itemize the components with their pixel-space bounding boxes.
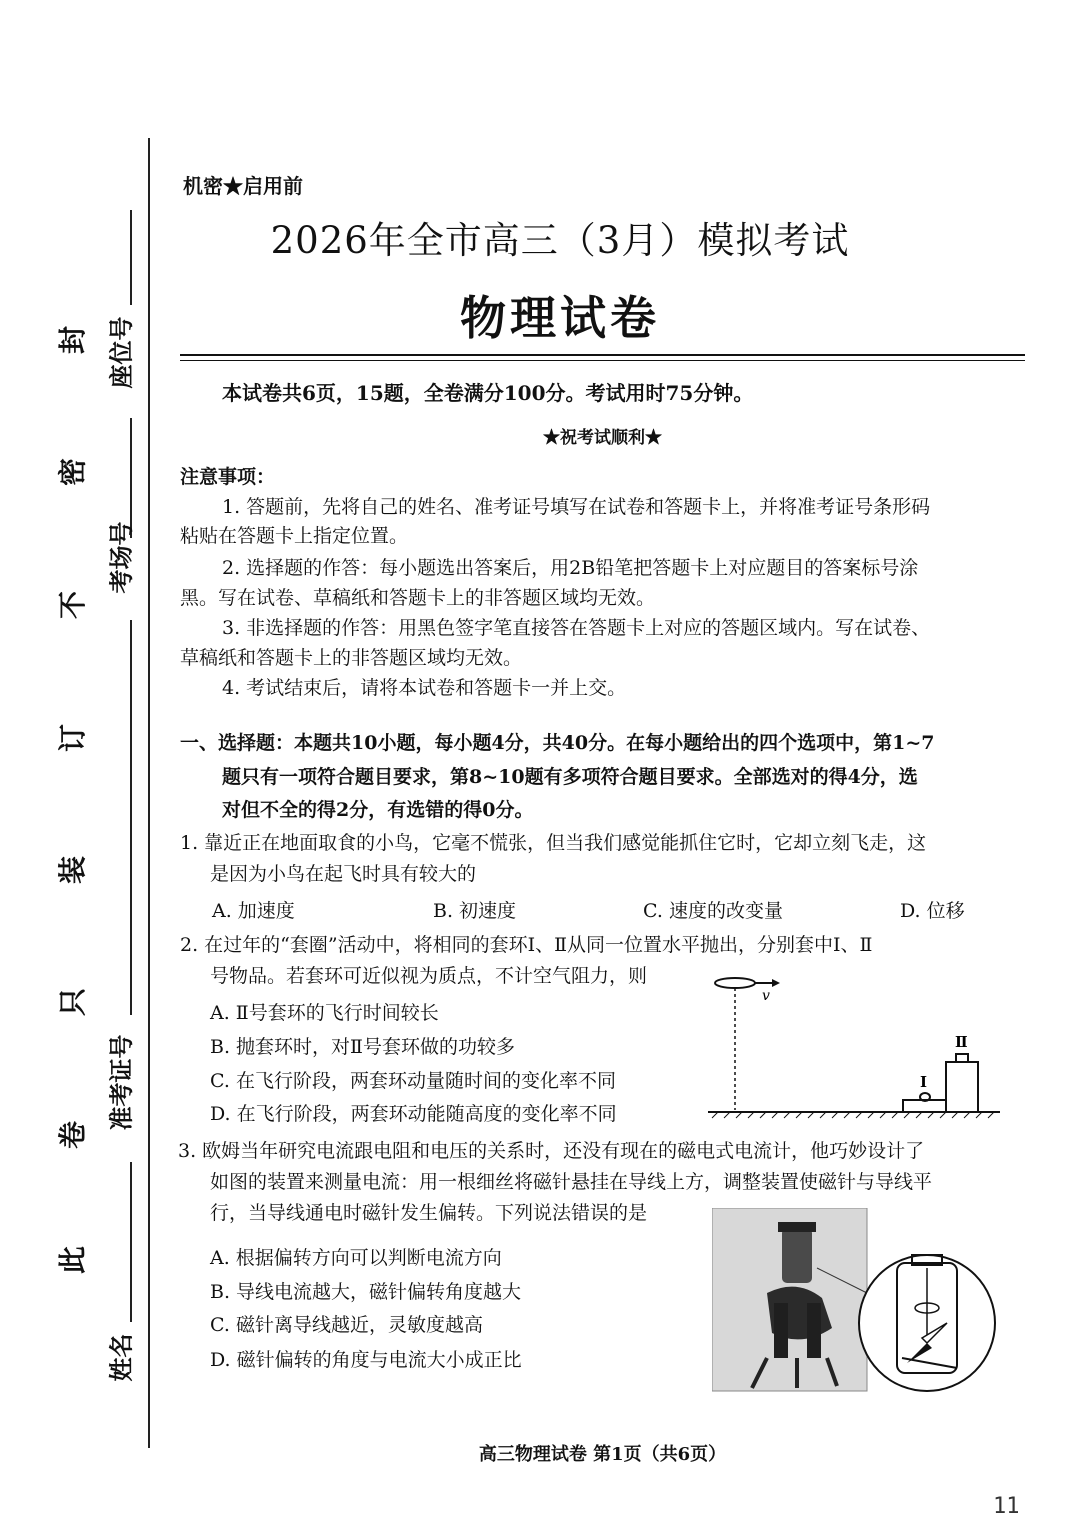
admission-no-line	[130, 620, 132, 1015]
question-1: 1. 靠近正在地面取食的小鸟，它毫不慌张，但当我们感觉能抓住它时，它却立刻飞走，这	[180, 832, 927, 854]
velocity-label: v	[762, 988, 770, 1004]
question-3-cont: 如图的装置来测量电流：用一根细丝将磁针悬挂在导线上方，调整装置使磁针与导线平	[210, 1171, 933, 1193]
q3-ohm-apparatus-figure	[712, 1208, 1012, 1393]
q3-option-c: C. 磁针离导线越近，灵敏度越高	[210, 1314, 483, 1336]
scan-page-number: 11	[993, 1494, 1020, 1519]
seal-char: 卷	[56, 1121, 89, 1150]
item-II-label: Ⅱ	[955, 1033, 968, 1051]
seat-no-line	[130, 210, 132, 305]
name-line	[130, 1162, 132, 1322]
seat-no-label: 座位号	[106, 316, 136, 389]
notice-item: 草稿纸和答题卡上的非答题区域均无效。	[180, 647, 523, 669]
item-I-label: Ⅰ	[920, 1073, 928, 1091]
notice-item: 黑。写在试卷、草稿纸和答题卡上的非答题区域均无效。	[180, 587, 656, 609]
q2-option-c: C. 在飞行阶段，两套环动量随时间的变化率不同	[210, 1070, 616, 1092]
binding-margin-line	[148, 138, 150, 1448]
q2-ring-toss-figure	[700, 970, 1020, 1130]
notice-heading: 注意事项：	[180, 466, 276, 488]
question-3-cont: 行，当导线通电时磁针发生偏转。下列说法错误的是	[210, 1202, 648, 1224]
q1-option-a: A. 加速度	[212, 900, 295, 922]
question-2-cont: 号物品。若套环可近似视为质点，不计空气阻力，则	[210, 965, 648, 987]
q3-option-b: B. 导线电流越大，磁针偏转角度越大	[210, 1281, 522, 1303]
header-rule-thin	[180, 360, 1025, 361]
q3-option-a: A. 根据偏转方向可以判断电流方向	[210, 1247, 502, 1269]
exam-title: 2026年全市高三（3月）模拟考试	[270, 219, 850, 262]
q2-option-b: B. 抛套环时，对Ⅱ号套环做的功较多	[210, 1036, 515, 1058]
seal-char: 不	[56, 591, 89, 620]
confidential-label: 机密★启用前	[183, 174, 303, 198]
name-label: 姓名	[106, 1333, 136, 1382]
notice-item: 4. 考试结束后，请将本试卷和答题卡一并上交。	[222, 677, 627, 699]
seal-char: 封	[56, 326, 89, 355]
seal-char: 装	[56, 856, 89, 885]
q1-option-b: B. 初速度	[433, 900, 517, 922]
section-heading-cont: 对但不全的得2分，有选错的得0分。	[222, 799, 534, 821]
seal-char: 此	[56, 1246, 89, 1275]
seal-char: 订	[56, 724, 89, 753]
section-heading-cont: 题只有一项符合题目要求，第8~10题有多项符合题目要求。全部选对的得4分，选	[222, 766, 918, 788]
good-luck-banner: ★祝考试顺利★	[543, 428, 662, 448]
q1-option-d: D. 位移	[900, 900, 965, 922]
section-heading: 一、选择题：本题共10小题，每小题4分，共40分。在每小题给出的四个选项中，第1~7	[180, 732, 935, 754]
page-footer: 高三物理试卷 第1页（共6页）	[478, 1444, 727, 1465]
question-2: 2. 在过年的“套圈”活动中，将相同的套环Ⅰ、Ⅱ从同一位置水平抛出，分别套中Ⅰ、Ⅱ	[180, 934, 873, 956]
notice-item: 2. 选择题的作答：每小题选出答案后，用2B铅笔把答题卡上对应题目的答案标号涂	[222, 557, 919, 579]
notice-item: 1. 答题前，先将自己的姓名、准考证号填写在试卷和答题卡上，并将准考证号条形码	[222, 496, 931, 518]
question-3: 3. 欧姆当年研究电流跟电阻和电压的关系时，还没有现在的磁电式电流计，他巧妙设计了	[178, 1140, 925, 1162]
question-1-cont: 是因为小鸟在起飞时具有较大的	[210, 863, 477, 885]
notice-item: 3. 非选择题的作答：用黑色签字笔直接答在答题卡上对应的答题区域内。写在试卷、	[222, 617, 931, 639]
seal-char: 密	[56, 458, 89, 487]
room-no-label: 考场号	[106, 521, 136, 594]
q1-option-c: C. 速度的改变量	[643, 900, 783, 922]
q2-option-a: A. Ⅱ号套环的飞行时间较长	[210, 1002, 439, 1024]
q3-option-d: D. 磁针偏转的角度与电流大小成正比	[210, 1349, 522, 1371]
subject-title: 物理试卷	[460, 291, 660, 345]
header-rule	[180, 354, 1025, 356]
q2-option-d: D. 在飞行阶段，两套环动能随高度的变化率不同	[210, 1103, 617, 1125]
admission-no-label: 准考证号	[106, 1034, 136, 1131]
seal-char: 只	[56, 988, 89, 1017]
paper-intro: 本试卷共6页，15题，全卷满分100分。考试用时75分钟。	[222, 381, 754, 405]
notice-item: 粘贴在答题卡上指定位置。	[180, 525, 409, 547]
